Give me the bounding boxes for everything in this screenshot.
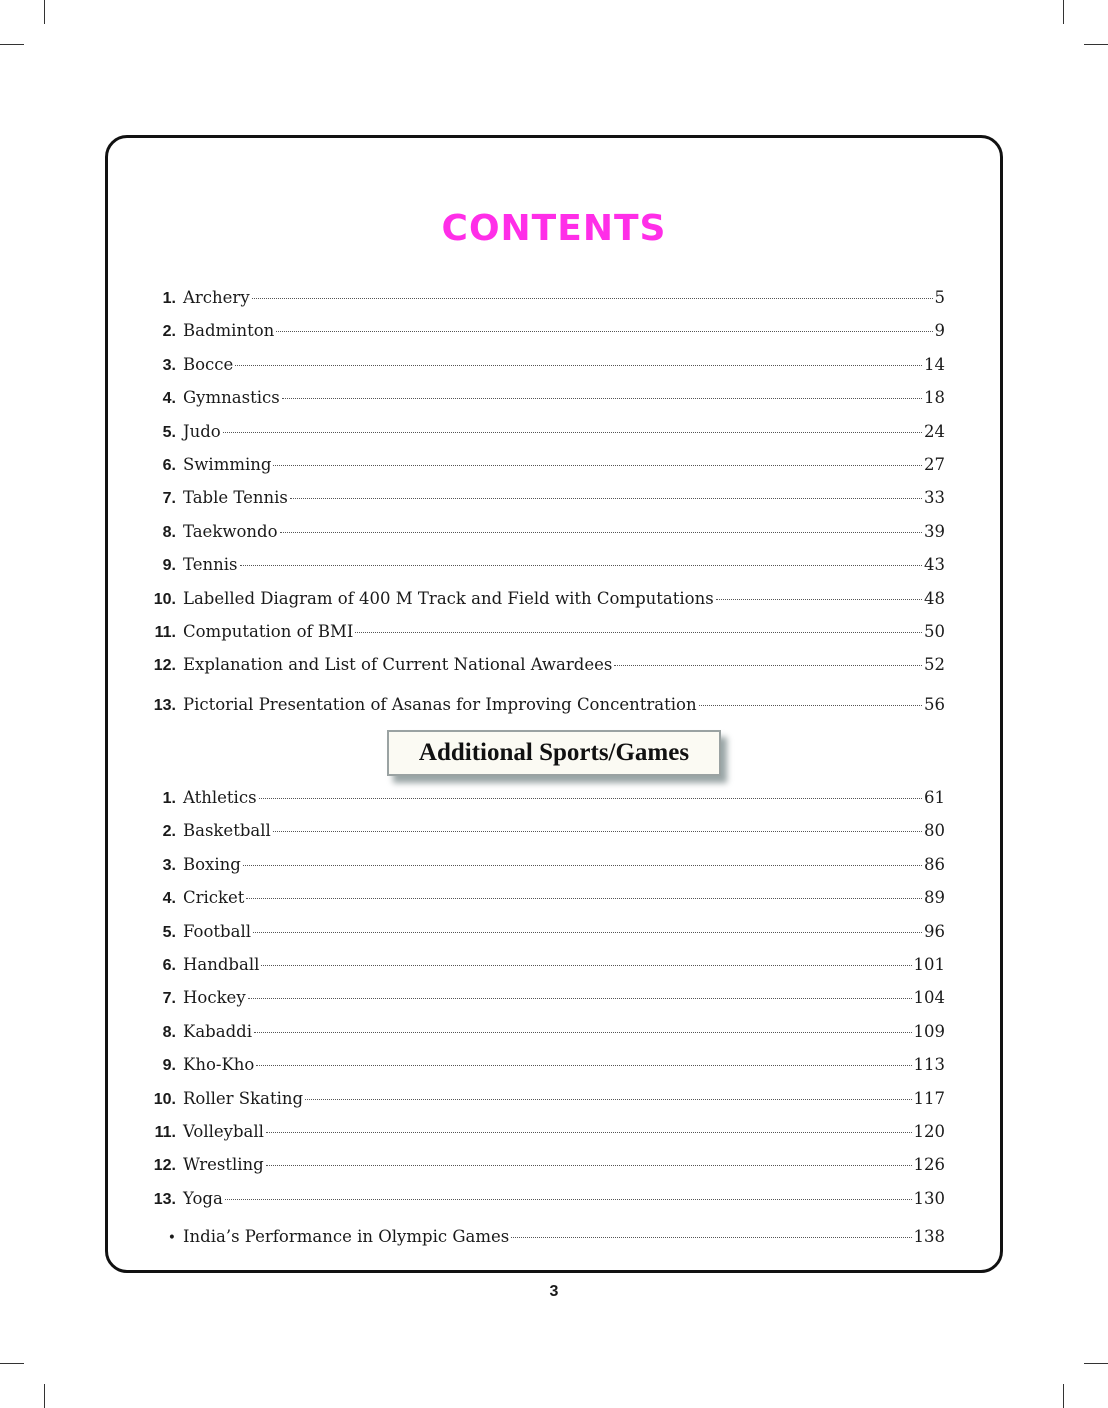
entry-page: 27: [924, 455, 945, 474]
entry-page: 96: [924, 921, 945, 941]
toc-entry[interactable]: [145, 455, 945, 479]
toc-entry[interactable]: [145, 422, 945, 446]
entry-page: 104: [913, 988, 945, 1008]
entry-page: 33: [924, 488, 945, 508]
entry-page: 120: [913, 1122, 945, 1141]
entry-page: 138: [913, 1227, 945, 1246]
toc-entry[interactable]: [145, 1089, 945, 1113]
entry-title: Kabaddi: [183, 1021, 252, 1041]
entry-title: Taekwondo: [183, 521, 278, 541]
toc-entry[interactable]: [145, 988, 945, 1012]
toc-entry[interactable]: [145, 788, 945, 812]
toc-entry[interactable]: [145, 589, 945, 613]
entry-page: 89: [924, 888, 945, 908]
entry-number: 13.: [153, 696, 176, 714]
entry-title: Bocce: [183, 354, 234, 374]
entry-title: Gymnastics: [183, 388, 280, 408]
entry-page: 80: [924, 821, 945, 841]
entry-page: 52: [924, 655, 945, 675]
dot-leader: [614, 665, 922, 666]
entry-number: 9.: [162, 557, 176, 575]
entry-page: 109: [913, 1021, 945, 1041]
entry-number: 8.: [162, 1023, 176, 1041]
entry-number: 12.: [153, 657, 176, 675]
entry-number: 11.: [154, 624, 176, 641]
entry-number: 6.: [162, 957, 176, 974]
dot-leader: [252, 298, 933, 299]
entry-page: 9: [934, 321, 945, 341]
entry-title: Labelled Diagram of 400 M Track and Field with Computations: [183, 588, 714, 608]
entry-title: Pictorial Presentation of Asanas for Improving Concentration: [183, 694, 697, 714]
dot-leader: [305, 1099, 911, 1100]
dot-leader: [261, 965, 911, 966]
toc-entry[interactable]: [145, 555, 945, 579]
crop-mark: [44, 0, 45, 24]
entry-page: 61: [924, 788, 945, 807]
crop-mark: [1063, 1384, 1064, 1408]
entry-page: 43: [924, 555, 945, 575]
entry-page: 86: [924, 854, 945, 874]
toc-entry[interactable]: [145, 855, 945, 879]
entry-number: 3.: [162, 856, 176, 874]
crop-mark: [0, 1363, 24, 1364]
dot-leader: [355, 632, 922, 633]
entry-title: Wrestling: [183, 1155, 264, 1175]
entry-number: 9.: [162, 1057, 176, 1075]
entry-page: 130: [913, 1188, 945, 1208]
toc-entry[interactable]: [145, 1055, 945, 1079]
toc-entry[interactable]: [145, 321, 945, 345]
entry-number: 13.: [153, 1190, 176, 1208]
entry-title: Hockey: [183, 988, 246, 1008]
entry-number: 11.: [154, 1124, 176, 1141]
toc-entry[interactable]: [145, 522, 945, 546]
entry-page: 50: [924, 622, 945, 641]
entry-title: India’s Performance in Olympic Games: [183, 1227, 510, 1246]
page-number: 3: [549, 1283, 559, 1300]
entry-number: 3.: [162, 356, 176, 374]
toc-entry[interactable]: [145, 288, 945, 312]
toc-entry[interactable]: [145, 388, 945, 412]
toc-entry[interactable]: [145, 821, 945, 845]
entry-title: Handball: [183, 955, 260, 974]
toc-entry[interactable]: [145, 1022, 945, 1046]
entry-title: Kho-Kho: [183, 1055, 255, 1075]
entry-page: 48: [924, 588, 945, 608]
dot-leader: [259, 798, 922, 799]
bullet-icon: •: [167, 1230, 176, 1246]
dot-leader: [699, 705, 922, 706]
dot-leader: [235, 365, 922, 366]
entry-number: 10.: [153, 1090, 176, 1108]
toc-entry[interactable]: [145, 922, 945, 946]
dot-leader: [290, 498, 922, 499]
entry-number: 7.: [162, 490, 176, 508]
entry-title: Explanation and List of Current National Awardees: [183, 655, 613, 675]
entry-number: 1.: [162, 290, 176, 307]
toc-entry[interactable]: [145, 1227, 945, 1251]
entry-number: 10.: [153, 590, 176, 608]
toc-entry[interactable]: [145, 955, 945, 979]
section-heading: Additional Sports/Games: [387, 730, 721, 776]
entry-title: Tennis: [183, 555, 238, 575]
dot-leader: [273, 465, 922, 466]
dot-leader: [273, 831, 922, 832]
entry-title: Roller Skating: [183, 1088, 304, 1108]
entry-number: 8.: [162, 523, 176, 541]
dot-leader: [266, 1165, 912, 1166]
entry-title: Athletics: [183, 788, 257, 807]
dot-leader: [240, 565, 923, 566]
toc-entry[interactable]: [145, 488, 945, 512]
entry-number: 1.: [162, 790, 176, 807]
entry-page: 18: [924, 388, 945, 408]
dot-leader: [511, 1237, 911, 1238]
dot-leader: [225, 1199, 912, 1200]
entry-number: 6.: [162, 457, 176, 474]
dot-leader: [246, 898, 922, 899]
entry-title: Cricket: [183, 888, 245, 908]
entry-page: 101: [913, 955, 945, 974]
toc-entry[interactable]: [145, 655, 945, 679]
dot-leader: [254, 1032, 912, 1033]
entry-page: 117: [913, 1088, 945, 1108]
dot-leader: [276, 331, 932, 332]
entry-title: Computation of BMI: [183, 622, 354, 641]
toc-entry[interactable]: [145, 888, 945, 912]
entry-number: 4.: [162, 390, 176, 408]
entry-page: 5: [934, 288, 945, 307]
toc-entry[interactable]: [145, 355, 945, 379]
entry-title: Judo: [183, 421, 221, 441]
dot-leader: [716, 599, 922, 600]
entry-title: Archery: [183, 288, 250, 307]
dot-leader: [266, 1132, 912, 1133]
entry-title: Badminton: [183, 321, 275, 341]
entry-title: Basketball: [183, 821, 271, 841]
dot-leader: [253, 932, 922, 933]
entry-number: 2.: [162, 323, 176, 341]
entry-number: 4.: [162, 890, 176, 908]
entry-number: 5.: [162, 923, 176, 941]
toc-entry[interactable]: [145, 1122, 945, 1146]
entry-page: 126: [913, 1155, 945, 1175]
crop-mark: [1084, 1363, 1108, 1364]
dot-leader: [280, 532, 922, 533]
entry-title: Boxing: [183, 854, 241, 874]
crop-mark: [1084, 44, 1108, 45]
entry-page: 56: [924, 694, 945, 714]
entry-title: Swimming: [183, 455, 272, 474]
entry-page: 113: [913, 1055, 945, 1075]
dot-leader: [243, 865, 922, 866]
entry-title: Football: [183, 921, 251, 941]
entry-number: 2.: [162, 823, 176, 841]
entry-number: 7.: [162, 990, 176, 1008]
dot-leader: [282, 398, 922, 399]
entry-page: 14: [924, 354, 945, 374]
entry-number: 12.: [153, 1157, 176, 1175]
entry-page: 24: [924, 421, 945, 441]
dot-leader: [256, 1065, 911, 1066]
entry-title: Volleyball: [183, 1122, 264, 1141]
dot-leader: [248, 998, 912, 999]
entry-title: Table Tennis: [183, 488, 288, 508]
crop-mark: [44, 1384, 45, 1408]
toc-entry[interactable]: [145, 1189, 945, 1213]
entry-number: 5.: [162, 423, 176, 441]
page-title: CONTENTS: [441, 208, 667, 249]
dot-leader: [223, 432, 922, 433]
crop-mark: [1063, 0, 1064, 24]
crop-mark: [0, 44, 24, 45]
toc-entry[interactable]: [145, 695, 945, 719]
toc-entry[interactable]: [145, 1155, 945, 1179]
toc-entry[interactable]: [145, 622, 945, 646]
entry-title: Yoga: [183, 1188, 223, 1208]
entry-page: 39: [924, 521, 945, 541]
